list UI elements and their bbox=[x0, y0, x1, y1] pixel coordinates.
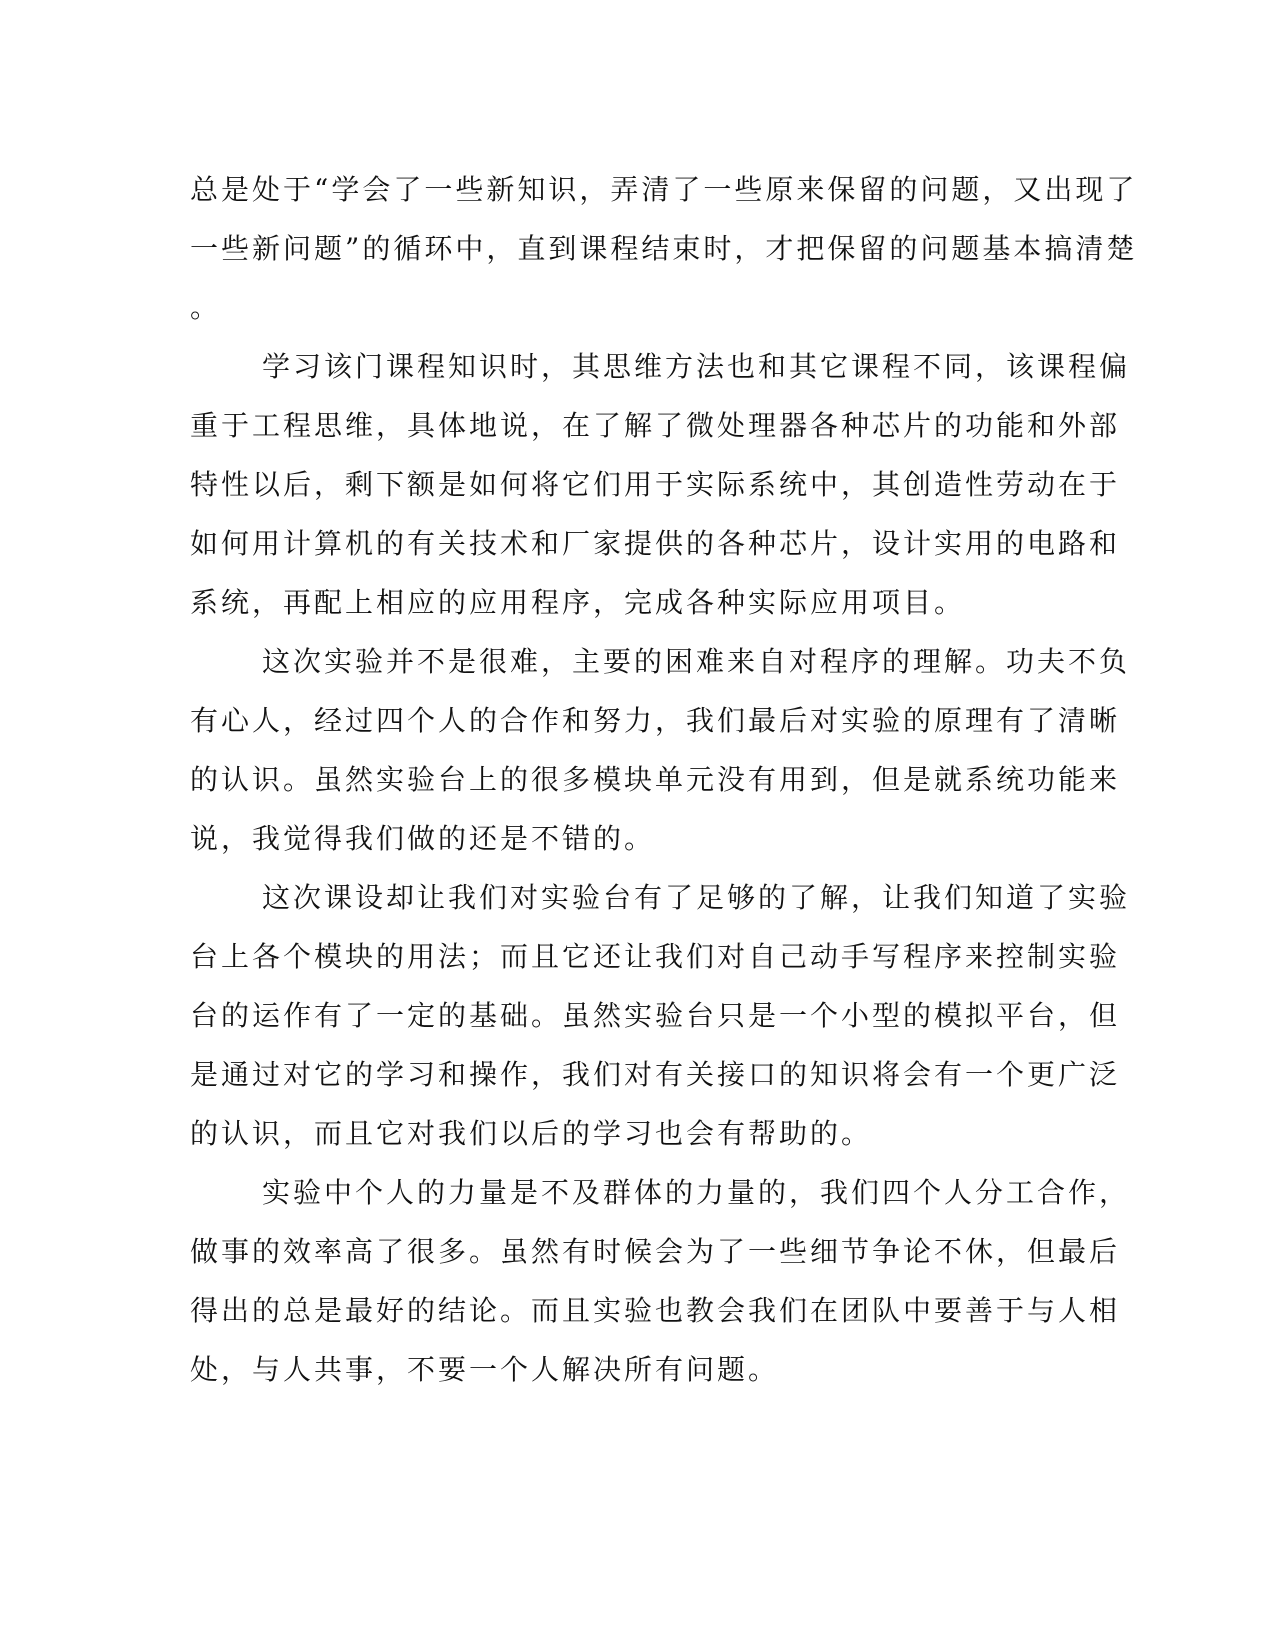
text-line: 实验中个人的力量是不及群体的力量的，我们四个人分工合作， bbox=[262, 1176, 1131, 1209]
text-line: 。 bbox=[190, 291, 222, 324]
text-line: 台的运作有了一定的基础。虽然实验台只是一个小型的模拟平台，但 bbox=[190, 999, 1121, 1032]
text-line: 总是处于“学会了一些新知识，弄清了一些原来保留的问题，又出现了 bbox=[190, 173, 1138, 206]
text-line: 是通过对它的学习和操作，我们对有关接口的知识将会有一个更广泛 bbox=[190, 1058, 1121, 1091]
text-line: 这次实验并不是很难，主要的困难来自对程序的理解。功夫不负 bbox=[262, 645, 1131, 678]
text-line: 做事的效率高了很多。虽然有时候会为了一些细节争论不休，但最后 bbox=[190, 1235, 1121, 1268]
body-text bbox=[190, 160, 1138, 1399]
text-line: 说，我觉得我们做的还是不错的。 bbox=[190, 822, 656, 855]
text-line: 有心人，经过四个人的合作和努力，我们最后对实验的原理有了清晰 bbox=[190, 704, 1121, 737]
text-line: 台上各个模块的用法；而且它还让我们对自己动手写程序来控制实验 bbox=[190, 940, 1121, 973]
text-line: 系统，再配上相应的应用程序，完成各种实际应用项目。 bbox=[190, 586, 966, 619]
text-line: 如何用计算机的有关技术和厂家提供的各种芯片，设计实用的电路和 bbox=[190, 527, 1121, 560]
text-line: 这次课设却让我们对实验台有了足够的了解，让我们知道了实验 bbox=[262, 881, 1131, 914]
text-line: 一些新问题”的循环中，直到课程结束时，才把保留的问题基本搞清楚 bbox=[190, 232, 1138, 265]
paragraph-3 bbox=[190, 632, 1131, 868]
paragraph-2 bbox=[190, 337, 1131, 632]
text-line: 的认识，而且它对我们以后的学习也会有帮助的。 bbox=[190, 1117, 873, 1150]
paragraph-1 bbox=[190, 160, 1138, 337]
text-line: 得出的总是最好的结论。而且实验也教会我们在团队中要善于与人相 bbox=[190, 1294, 1121, 1327]
text-line: 特性以后，剩下额是如何将它们用于实际系统中，其创造性劳动在于 bbox=[190, 468, 1121, 501]
paragraph-5 bbox=[190, 1163, 1131, 1399]
text-line: 重于工程思维，具体地说，在了解了微处理器各种芯片的功能和外部 bbox=[190, 409, 1121, 442]
paragraph-4 bbox=[190, 868, 1131, 1163]
text-line: 处，与人共事，不要一个人解决所有问题。 bbox=[190, 1353, 780, 1386]
text-line: 的认识。虽然实验台上的很多模块单元没有用到，但是就系统功能来 bbox=[190, 763, 1121, 796]
text-line: 学习该门课程知识时，其思维方法也和其它课程不同，该课程偏 bbox=[262, 350, 1131, 383]
